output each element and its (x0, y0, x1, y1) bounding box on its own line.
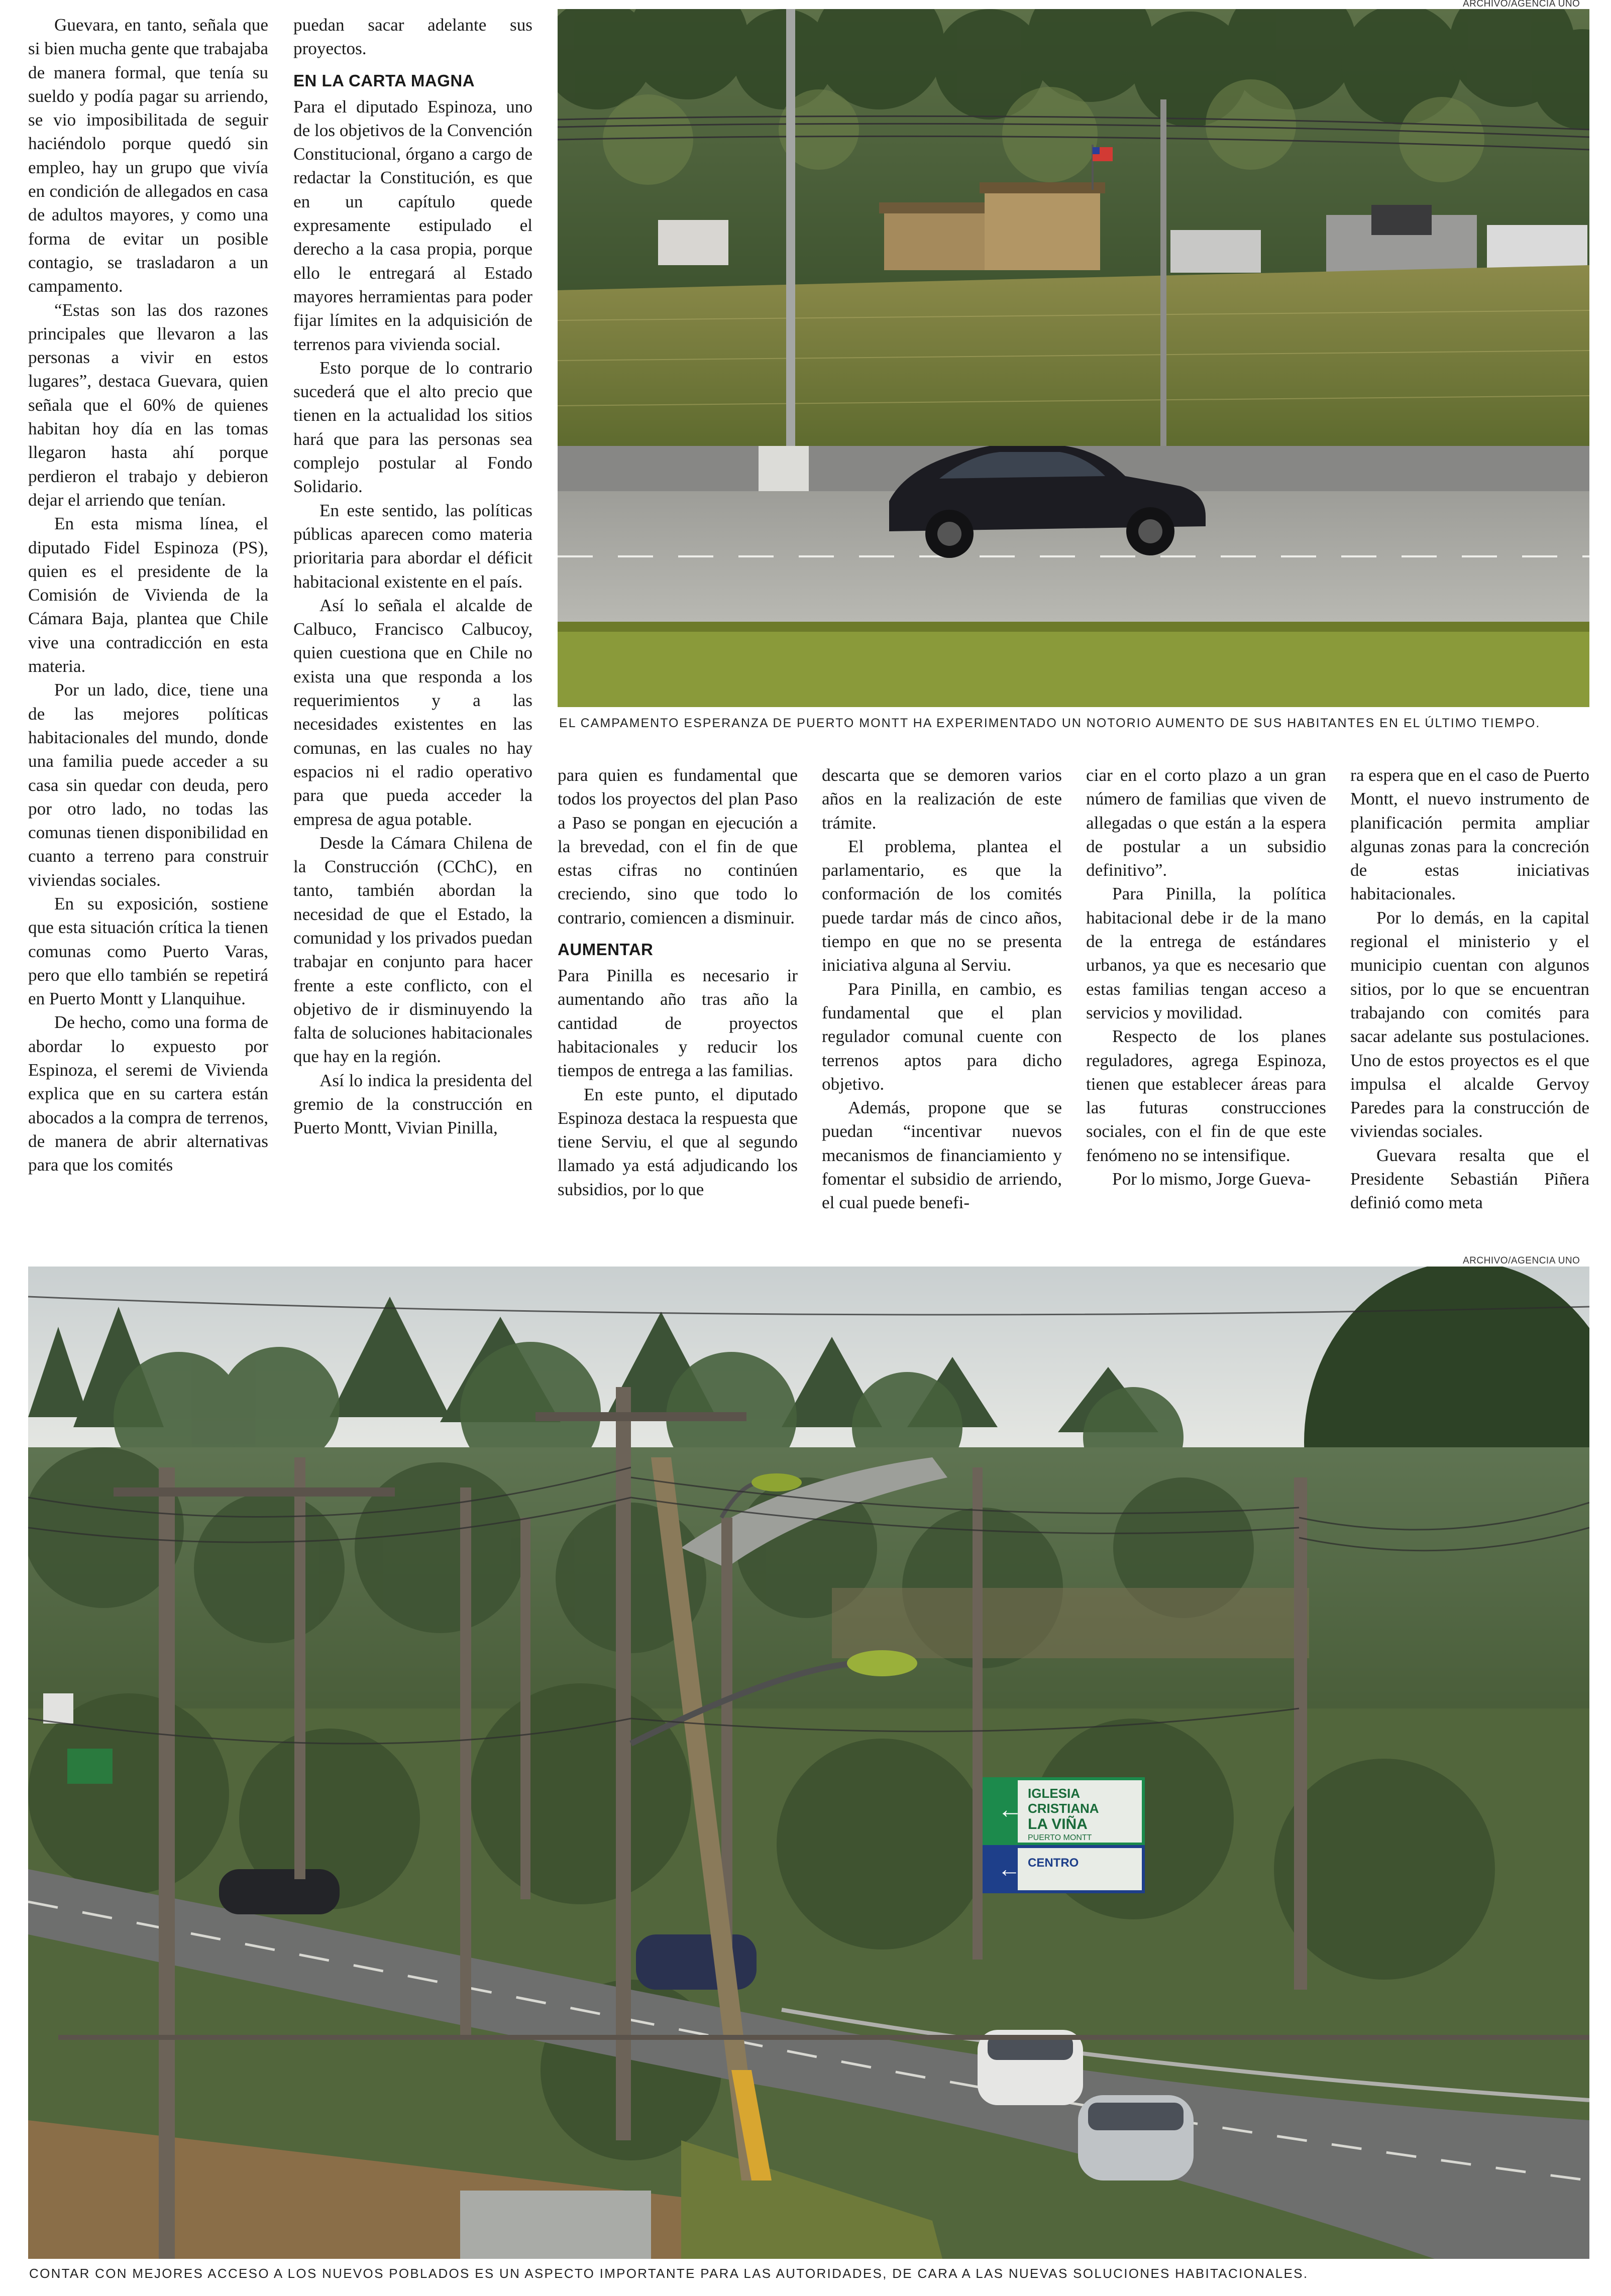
svg-text:←: ← (998, 1795, 1023, 1823)
paragraph: Por un lado, dice, tiene una de las mejores políticas habitacionales del mundo, donde una familia puede acceder a su casa sin quedar con deuda, pero por otro lado, no todas las comunas tienen disponibilidad en cuanto a terreno para construir viviendas sociales. (28, 680, 268, 890)
photo-caption-top: EL CAMPAMENTO ESPERANZA DE PUERTO MONTT HA EXPERIMENTADO UN NOTORIO AUMENTO DE SUS HABITANTES EN EL ÚLTIMO TIEMPO. (559, 716, 1541, 730)
paragraph: En esta misma línea, el diputado Fidel Espinoza (PS), quien es el presidente de la Comisión de Vivienda de la Cámara Baja, plantea que Chile vive una contradicción en esta materia. (28, 514, 268, 676)
sign-church-text: CRISTIANA (1028, 1801, 1099, 1816)
paragraph: para quien es fundamental que todos los proyectos del plan Paso a Paso se pongan en ejecución a la brevedad, con el fin de que estas cifras no continúen creciendo, sino que todo lo contrario, comiencen a disminuir. (558, 765, 798, 928)
section-heading: AUMENTAR (558, 940, 654, 959)
paragraph: Así lo señala el alcalde de Calbuco, Francisco Calbucoy, quien cuestiona que en Chile no exista una que responda a los requerimientos y a las necesidades existentes en las comunas, en las cuales no hay espacios ni el radio operativo para que pueda acceder la empresa de agua potable. (293, 595, 532, 829)
photo-caption-bottom: CONTAR CON MEJORES ACCESO A LOS NUEVOS POBLADOS ES UN ASPECTO IMPORTANTE PARA LAS AUTORIDADES, DE CARA A LAS NUEVAS SOLUCIONES HABITACIONALES. (29, 2266, 1309, 2281)
paragraph: Guevara resalta que el Presidente Sebastián Piñera definió como meta (1350, 1145, 1589, 1213)
paragraph: Desde la Cámara Chilena de la Construcción (CChC), en tanto, también abordan la necesidad de que el Estado, la comunidad y los privados puedan trabajar en conjunto para hacer frente a este conflicto, con el objetivo de ir disminuyendo la falta de soluciones habitacionales que hay en la región. (293, 833, 532, 1067)
article-column-6 (1350, 763, 1589, 1215)
article-column-4 (822, 763, 1062, 1215)
paragraph: Por lo demás, en la capital regional el ministerio y el municipio cuentan con algunos sitios, por lo que se encuentran trabajando con comités para sacar adelante sus postulaciones. Uno de estos proyectos es el que impulsa el alcalde Gervoy Paredes para la construcción de viviendas sociales. (1350, 907, 1589, 1141)
paragraph: En este sentido, las políticas públicas aparecen como materia prioritaria para abordar el déficit habitacional existente en el país. (293, 500, 532, 592)
paragraph: Para Pinilla, en cambio, es fundamental que el plan regulador comunal cuente con terrenos aptos para dicho objetivo. (822, 979, 1062, 1094)
paragraph: Para Pinilla, la política habitacional debe ir de la mano de la entrega de estándares urbanos, ya que es necesario que estas familias tengan acceso a servicios y movilidad. (1086, 884, 1326, 1022)
photo-credit-top: ARCHIVO/AGENCIA UNO (1463, 0, 1580, 9)
sign-church-text: IGLESIA (1028, 1786, 1081, 1801)
paragraph: En este punto, el diputado Espinoza destaca la respuesta que tiene Serviu, el que al segundo llamado ya está adjudicando los subsidios, por lo que (558, 1084, 798, 1199)
photo-credit-bottom: ARCHIVO/AGENCIA UNO (1463, 1255, 1580, 1266)
paragraph: Además, propone que se puedan “incentivar nuevos mecanismos de financiamiento y fomentar el subsidio de arriendo, el cual puede benefi- (822, 1098, 1062, 1213)
sign-church-text: PUERTO MONTT (1028, 1833, 1092, 1842)
paragraph: Así lo indica la presidenta del gremio de la construcción en Puerto Montt, Vivian Pinilla, (293, 1070, 532, 1138)
article-column-1 (28, 13, 268, 1177)
paragraph: descarta que se demoren varios años en la realización de este trámite. (822, 765, 1062, 833)
article-column-3 (558, 763, 798, 1201)
svg-text:←: ← (998, 1856, 1021, 1882)
paragraph: Para el diputado Espinoza, uno de los objetivos de la Convención Constitucional, órgano a cargo de redactar la Constitución, es que en un capítulo quede expresamente estipulado el derecho a la casa propia, porque ello le entregará al Estado mayores herramientas para poder fijar límites en la adquisición de terrenos para vivienda social. (293, 96, 532, 354)
photo-campamento (558, 9, 1589, 707)
paragraph: El problema, plantea el parlamentario, es que la conformación de los comités puede tardar más de cinco años, tiempo en que no se presenta iniciativa alguna al Serviu. (822, 836, 1062, 975)
paragraph: “Estas son las dos razones principales que llevaron a las personas a vivir en estos lugares”, destaca Guevara, quien señala que el 60% de quienes habitan hoy día en las tomas llegaron hasta ahí porque perdieron el trabajo y debieron dejar el arriendo que tenían. (28, 300, 268, 510)
paragraph: puedan sacar adelante sus proyectos. (293, 15, 532, 59)
paragraph: Por lo mismo, Jorge Gueva- (1112, 1169, 1311, 1189)
paragraph: Respecto de los planes reguladores, agrega Espinoza, tienen que establecer áreas para las futuras construcciones sociales, con el fin de que este fenómeno no se intensifique. (1086, 1026, 1326, 1165)
paragraph: Esto porque de lo contrario sucederá que el alto precio que tienen en la actualidad los sitios hará que para las personas sea complejo postular al Fondo Solidario. (293, 358, 532, 497)
road-image (28, 1267, 1589, 2259)
paragraph: Para Pinilla es necesario ir aumentando año tras año la cantidad de proyectos habitacionales y reducir los tiempos de entrega a las familias. (558, 966, 798, 1081)
article-column-2 (293, 13, 532, 1140)
paragraph: De hecho, como una forma de abordar lo expuesto por Espinoza, el seremi de Vivienda explica que en su cartera están abocados a la compra de terrenos, de manera de abrir alternativas para que los comités (28, 1012, 268, 1175)
paragraph: En su exposición, sostiene que esta situación crítica la tienen comunas como Puerto Varas, pero que ello también se repetirá en Puerto Montt y Llanquihue. (28, 893, 268, 1009)
campamento-image (558, 9, 1589, 707)
photo-road (28, 1267, 1589, 2259)
sign-church-text: LA VIÑA (1028, 1816, 1088, 1832)
article-column-5 (1086, 763, 1326, 1191)
paragraph: ciar en el corto plazo a un gran número de familias que viven de allegadas o que están a la espera de postular a un subsidio definitivo”. (1086, 765, 1326, 880)
section-heading: EN LA CARTA MAGNA (293, 71, 475, 90)
paragraph: Guevara, en tanto, señala que si bien mucha gente que trabajaba de manera formal, que tenía su sueldo y podía pagar su arriendo, se vio imposibilitada de seguir haciéndolo porque quedó sin empleo, hay un grupo que vivía en condición de allegados en casa de adultos mayores, y como una forma de evitar un posible contagio, se trasladaron a un campamento. (28, 15, 268, 296)
paragraph: ra espera que en el caso de Puerto Montt, el nuevo instrumento de planificación permita ampliar algunas zonas para la concreción de estas iniciativas habitacionales. (1350, 765, 1589, 904)
sign-center-text: CENTRO (1028, 1856, 1079, 1870)
